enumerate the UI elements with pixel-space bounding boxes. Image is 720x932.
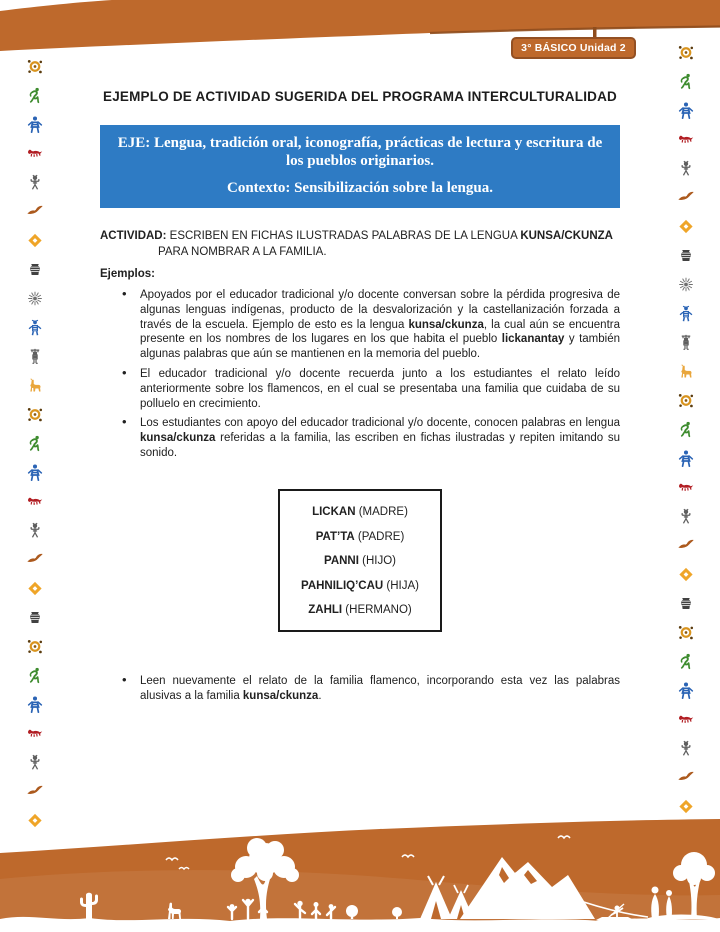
sun-icon: [26, 638, 44, 655]
word-box-row: [284, 574, 436, 599]
left-icon-column: [20, 58, 50, 829]
anthropomorph-icon: [677, 508, 695, 525]
examples-list: [100, 288, 620, 466]
condor-icon: [26, 783, 44, 800]
anthropomorph-icon: [677, 160, 695, 177]
headdress-icon: [677, 334, 695, 351]
fox-icon: [677, 479, 695, 496]
llama-icon: [26, 377, 44, 394]
word-box-row: [284, 525, 436, 550]
sun-icon: [26, 58, 44, 75]
page-title: EJEMPLO DE ACTIVIDAD SUGERIDA DEL PROGRAMA INTERCULTURALIDAD: [102, 89, 617, 104]
condor-icon: [26, 551, 44, 568]
right-icon-column: [671, 44, 701, 815]
vessel-icon: [26, 261, 44, 278]
word-meaning: (HERMANO): [342, 604, 412, 617]
anthropomorph-icon: [26, 522, 44, 539]
word-box: [278, 489, 442, 632]
eje-line: EJE: Lengua, tradición oral, iconografía, prácticas de lectura y escritura de los pueblos originarios.: [117, 135, 603, 169]
masked-icon: [26, 319, 44, 336]
fox-icon: [677, 711, 695, 728]
shaman-icon: [677, 102, 695, 119]
diamond-icon: [26, 580, 44, 597]
activity-statement: [100, 229, 620, 260]
context-line: Contexto: Sensibilización sobre la lengua.: [227, 180, 493, 196]
word-box-row: [284, 549, 436, 574]
dancer-icon: [26, 435, 44, 452]
kunza-word: PAT’TA: [315, 530, 355, 543]
anthropomorph-icon: [677, 740, 695, 757]
dancer-icon: [26, 87, 44, 104]
word-box-row: [284, 598, 436, 623]
word-box-row: [284, 500, 436, 525]
kunza-word: PAHNILIQ’CAU: [301, 579, 384, 592]
vessel-icon: [677, 595, 695, 612]
kunza-word: PANNI: [324, 555, 359, 568]
unit-tag-badge: [511, 37, 636, 59]
condor-icon: [677, 189, 695, 206]
headdress-icon: [26, 348, 44, 365]
top-band: [0, 0, 720, 70]
closing-bullet-list: [100, 674, 620, 709]
closing-bullet: • Leen nuevamente el relato de la familia flamenco, incorporando esta vez las palabras alusivas a la familia kunsa/ckunza.: [100, 674, 620, 704]
activity-text: ESCRIBEN EN FICHAS ILUSTRADAS PALABRAS DE LA LENGUA KUNSA/CKUNZA PARA NOMBRAR A LA FAMILIA.: [158, 230, 613, 258]
shaman-icon: [26, 464, 44, 481]
shaman-icon: [677, 450, 695, 467]
condor-icon: [677, 769, 695, 786]
vessel-icon: [677, 247, 695, 264]
dancer-icon: [677, 421, 695, 438]
kunza-word: LICKAN: [312, 506, 356, 518]
fox-icon: [677, 131, 695, 148]
eje-banner: [100, 125, 620, 208]
example-bullet: • Los estudiantes con apoyo del educador tradicional y/o docente, conocen palabras en lengua kunsa/ckunza referidas a la familia, las escriben en fichas ilustradas y repiten imitando su sonido.: [100, 416, 620, 460]
sun-icon: [26, 406, 44, 423]
vessel-icon: [26, 609, 44, 626]
condor-icon: [26, 203, 44, 220]
sun-icon: [677, 392, 695, 409]
anthropomorph-icon: [26, 174, 44, 191]
masked-icon: [677, 305, 695, 322]
condor-icon: [677, 537, 695, 554]
word-meaning: (PADRE): [354, 530, 405, 543]
sun-icon: [677, 624, 695, 641]
dancer-icon: [26, 667, 44, 684]
word-meaning: (HIJO): [358, 555, 396, 568]
activity-label: ACTIVIDAD:: [100, 230, 167, 242]
diamond-icon: [26, 232, 44, 249]
shaman-icon: [26, 116, 44, 133]
diamond-icon: [677, 798, 695, 815]
fox-icon: [26, 145, 44, 162]
footer-landscape: [0, 817, 720, 932]
kunza-word: ZAHLI: [308, 604, 343, 617]
shaman-icon: [677, 682, 695, 699]
anthropomorph-icon: [26, 754, 44, 771]
shaman-icon: [26, 696, 44, 713]
dancer-icon: [677, 73, 695, 90]
sun-icon: [677, 44, 695, 61]
llama-icon: [677, 363, 695, 380]
examples-heading: Ejemplos:: [100, 268, 155, 280]
unit-tag-label: 3° BÁSICO Unidad 2: [521, 42, 626, 54]
diamond-icon: [677, 218, 695, 235]
fox-icon: [26, 493, 44, 510]
starburst-icon: [26, 290, 44, 307]
starburst-icon: [677, 276, 695, 293]
example-bullet: • El educador tradicional y/o docente recuerda junto a los estudiantes el relato leído anteriormente sobre los flamencos, en el cual se presentaba una familia que cuidaba de su polluelo en crecimiento.: [100, 367, 620, 411]
word-meaning: (HIJA): [383, 579, 419, 592]
example-bullet: • Apoyados por el educador tradicional y/o docente conversan sobre la pérdida progresiva de algunas lenguas indígenas, producto de la desvalorización y la castellanización forzada a través de la escuela. Ejemplo de esto es la lengua kunsa/ckunza, la cual aún se encuentra presente en los nombres de los lugares en los que habita el pueblo lickanantay y también algunas palabras que aún se mantienen en la memoria del pueblo.: [100, 288, 620, 362]
dancer-icon: [677, 653, 695, 670]
fox-icon: [26, 725, 44, 742]
diamond-icon: [677, 566, 695, 583]
word-meaning: (MADRE): [355, 506, 408, 518]
